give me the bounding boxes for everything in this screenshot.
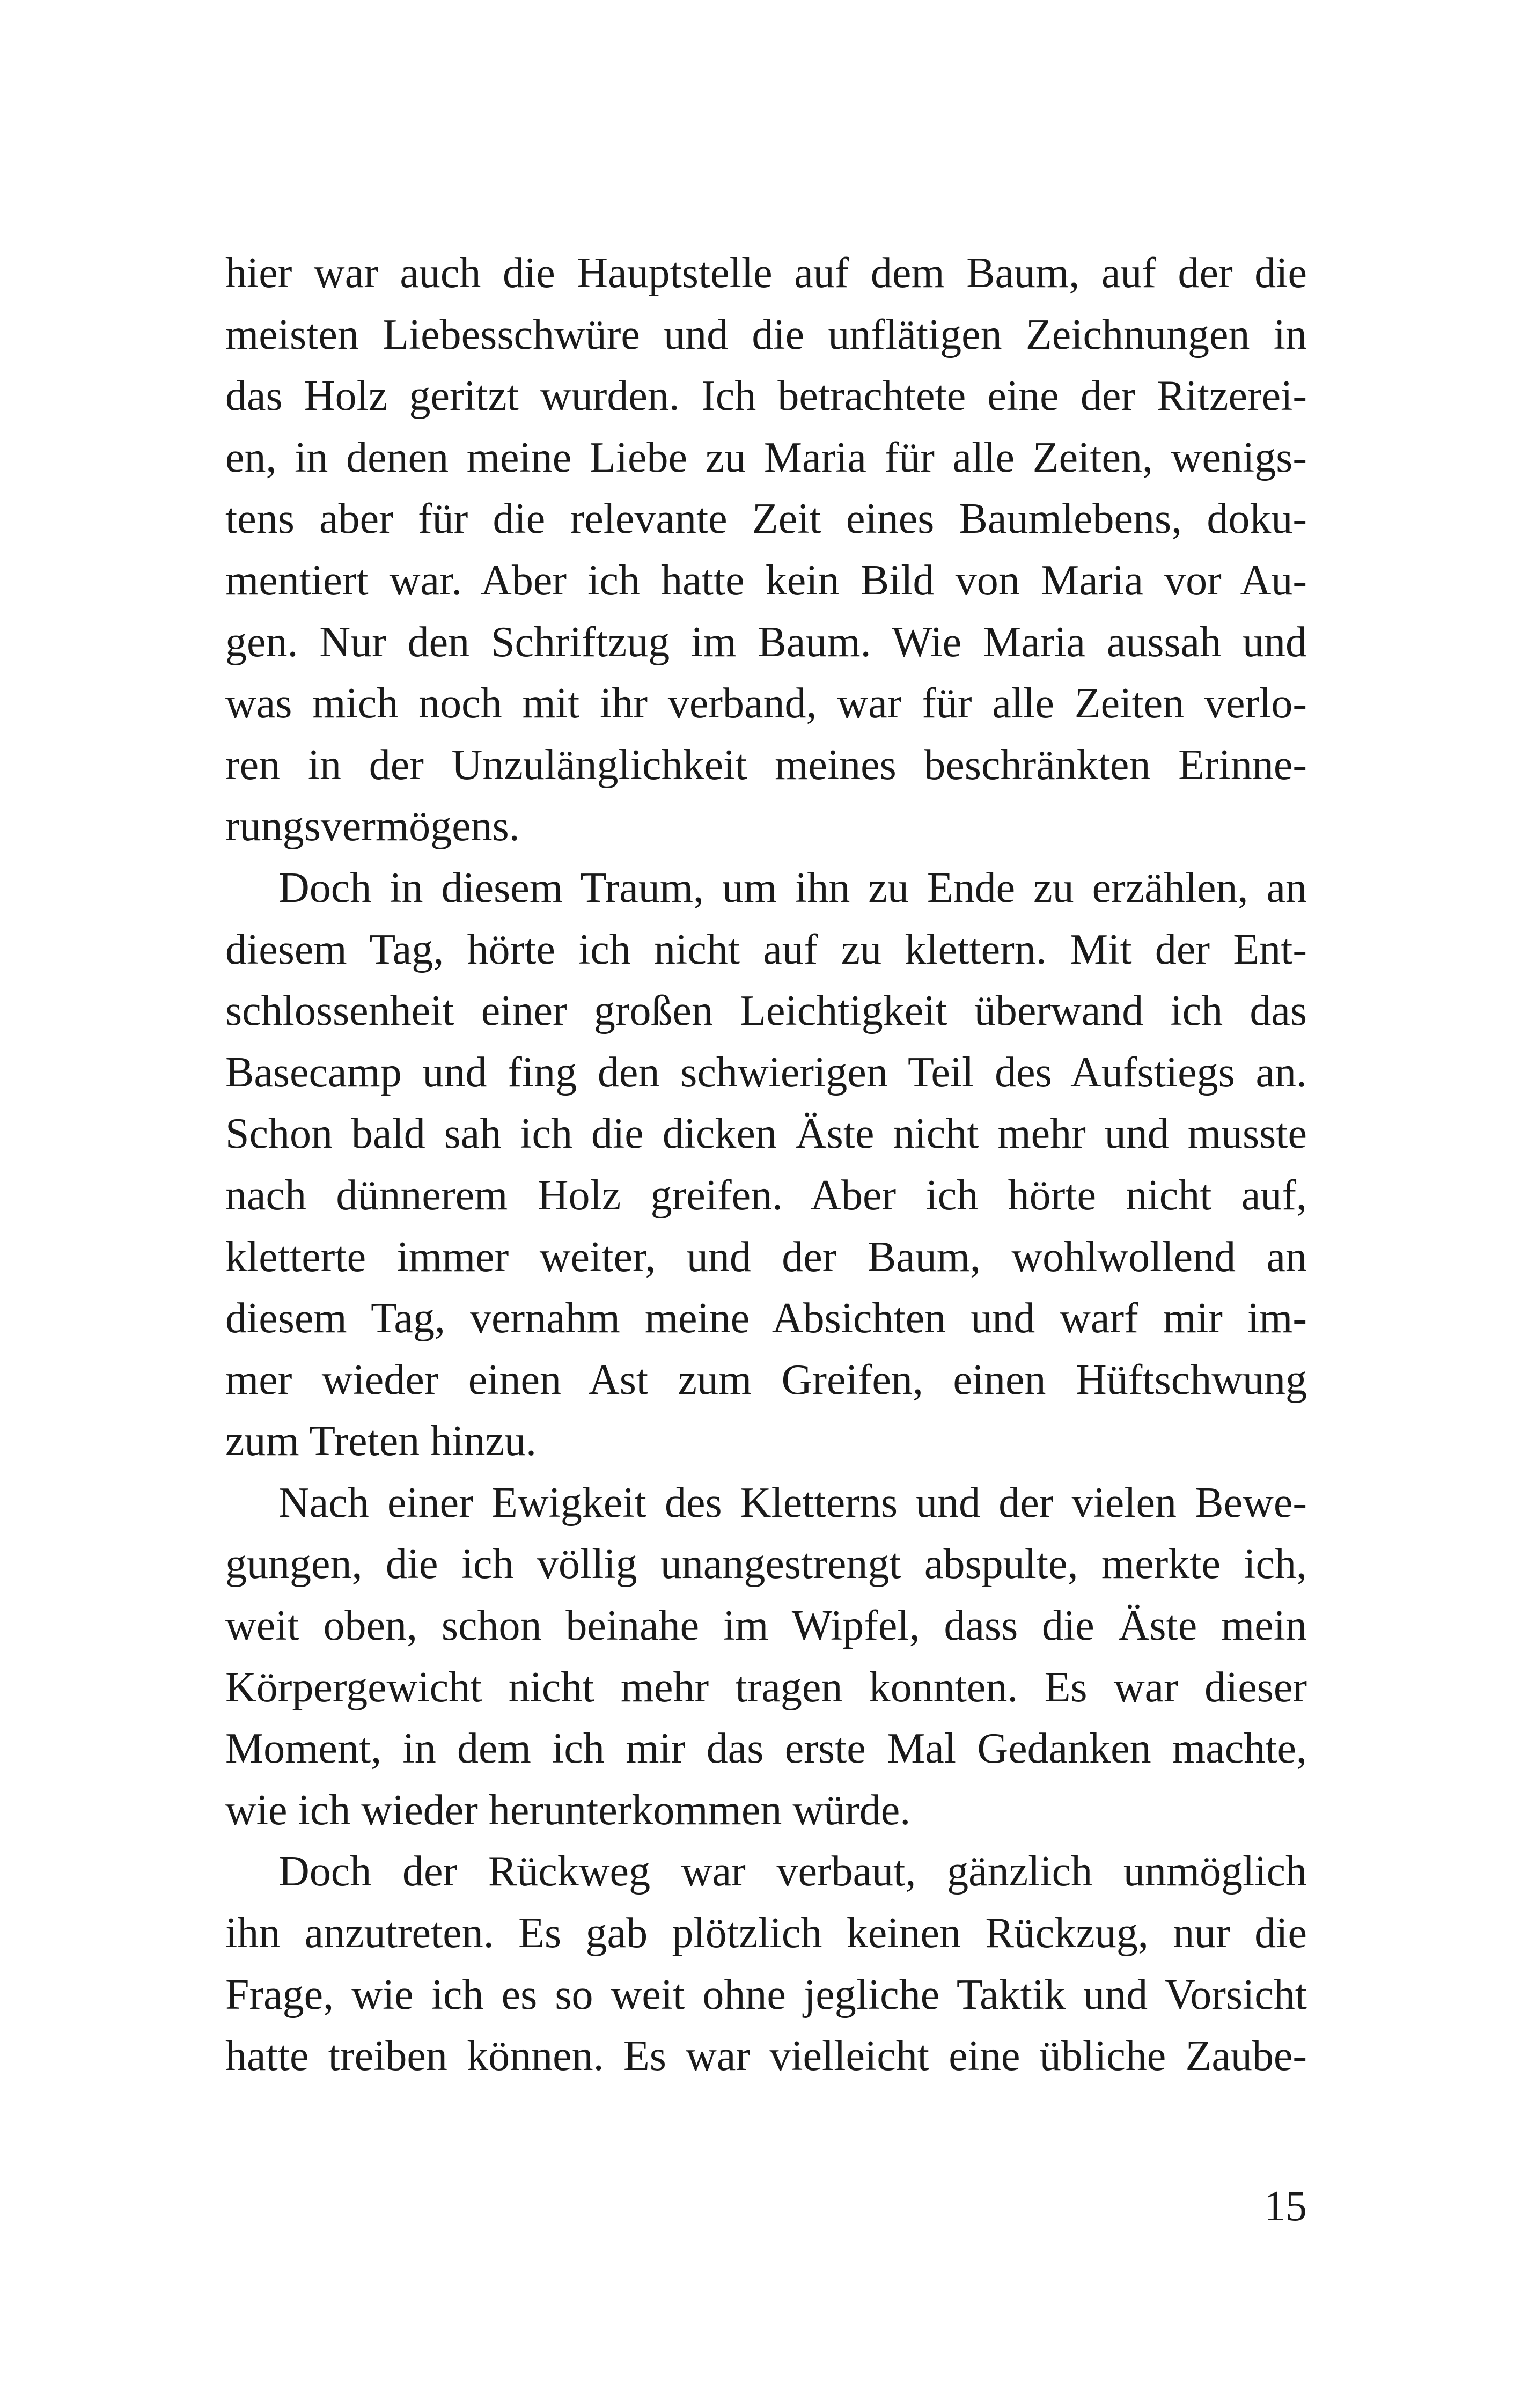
text-line: Schon bald sah ich die dicken Äste nicht mehr und musste [225, 1110, 1307, 1158]
text-line: das Holz geritzt wurden. Ich betrachtete eine der Ritzerei- [225, 372, 1307, 420]
text-line: Basecamp und fing den schwierigen Teil des Aufstiegs an. [225, 1048, 1307, 1096]
text-line: nach dünnerem Holz greifen. Aber ich hörte nicht auf, [225, 1171, 1307, 1219]
page-number: 15 [1264, 2183, 1307, 2230]
paragraph [225, 1841, 1307, 2087]
body-text [225, 243, 1307, 2087]
text-line: tens aber für die relevante Zeit eines Baumlebens, doku- [225, 495, 1307, 543]
text-line: wie ich wieder herunterkommen würde. [225, 1786, 911, 1834]
text-line: Moment, in dem ich mir das erste Mal Gedanken machte, [225, 1725, 1307, 1773]
text-line: hatte treiben können. Es war vielleicht eine übliche Zaube- [225, 2032, 1307, 2080]
text-line: mentiert war. Aber ich hatte kein Bild von Maria vor Au- [225, 556, 1307, 604]
text-line: ihn anzutreten. Es gab plötzlich keinen Rückzug, nur die [225, 1910, 1307, 1957]
text-line: Nach einer Ewigkeit des Kletterns und der vielen Bewe- [278, 1479, 1307, 1526]
text-line: weit oben, schon beinahe im Wipfel, dass die Äste mein [225, 1602, 1307, 1650]
paragraph [225, 857, 1307, 1472]
text-line: Doch in diesem Traum, um ihn zu Ende zu erzählen, an [278, 864, 1307, 912]
text-line: Körpergewicht nicht mehr tragen konnten. Es war dieser [225, 1663, 1307, 1711]
text-line: Frage, wie ich es so weit ohne jegliche Taktik und Vorsicht [225, 1971, 1307, 2018]
text-line: hier war auch die Hauptstelle auf dem Baum, auf der die [225, 249, 1307, 297]
paragraph [225, 1472, 1307, 1841]
text-line: diesem Tag, hörte ich nicht auf zu klettern. Mit der Ent- [225, 926, 1307, 973]
text-line: gen. Nur den Schriftzug im Baum. Wie Maria aussah und [225, 618, 1307, 666]
text-line: diesem Tag, vernahm meine Absichten und warf mir im- [225, 1295, 1307, 1342]
text-line: en, in denen meine Liebe zu Maria für alle Zeiten, wenigs- [225, 434, 1307, 481]
text-line: schlossenheit einer großen Leichtigkeit überwand ich das [225, 987, 1307, 1035]
text-line: meisten Liebesschwüre und die unflätigen Zeichnungen in [225, 311, 1307, 358]
text-line: Doch der Rückweg war verbaut, gänzlich unmöglich [278, 1848, 1307, 1896]
text-line: gungen, die ich völlig unangestrengt abspulte, merkte ich, [225, 1540, 1307, 1588]
text-line: zum Treten hinzu. [225, 1418, 537, 1465]
paragraph [225, 243, 1307, 857]
text-line: ren in der Unzulänglichkeit meines beschränkten Erinne- [225, 741, 1307, 789]
text-line: mer wieder einen Ast zum Greifen, einen Hüftschwung [225, 1356, 1307, 1404]
text-line: rungsvermögens. [225, 803, 520, 850]
text-line: was mich noch mit ihr verband, war für alle Zeiten verlo- [225, 680, 1307, 728]
text-line: kletterte immer weiter, und der Baum, wohlwollend an [225, 1233, 1307, 1281]
